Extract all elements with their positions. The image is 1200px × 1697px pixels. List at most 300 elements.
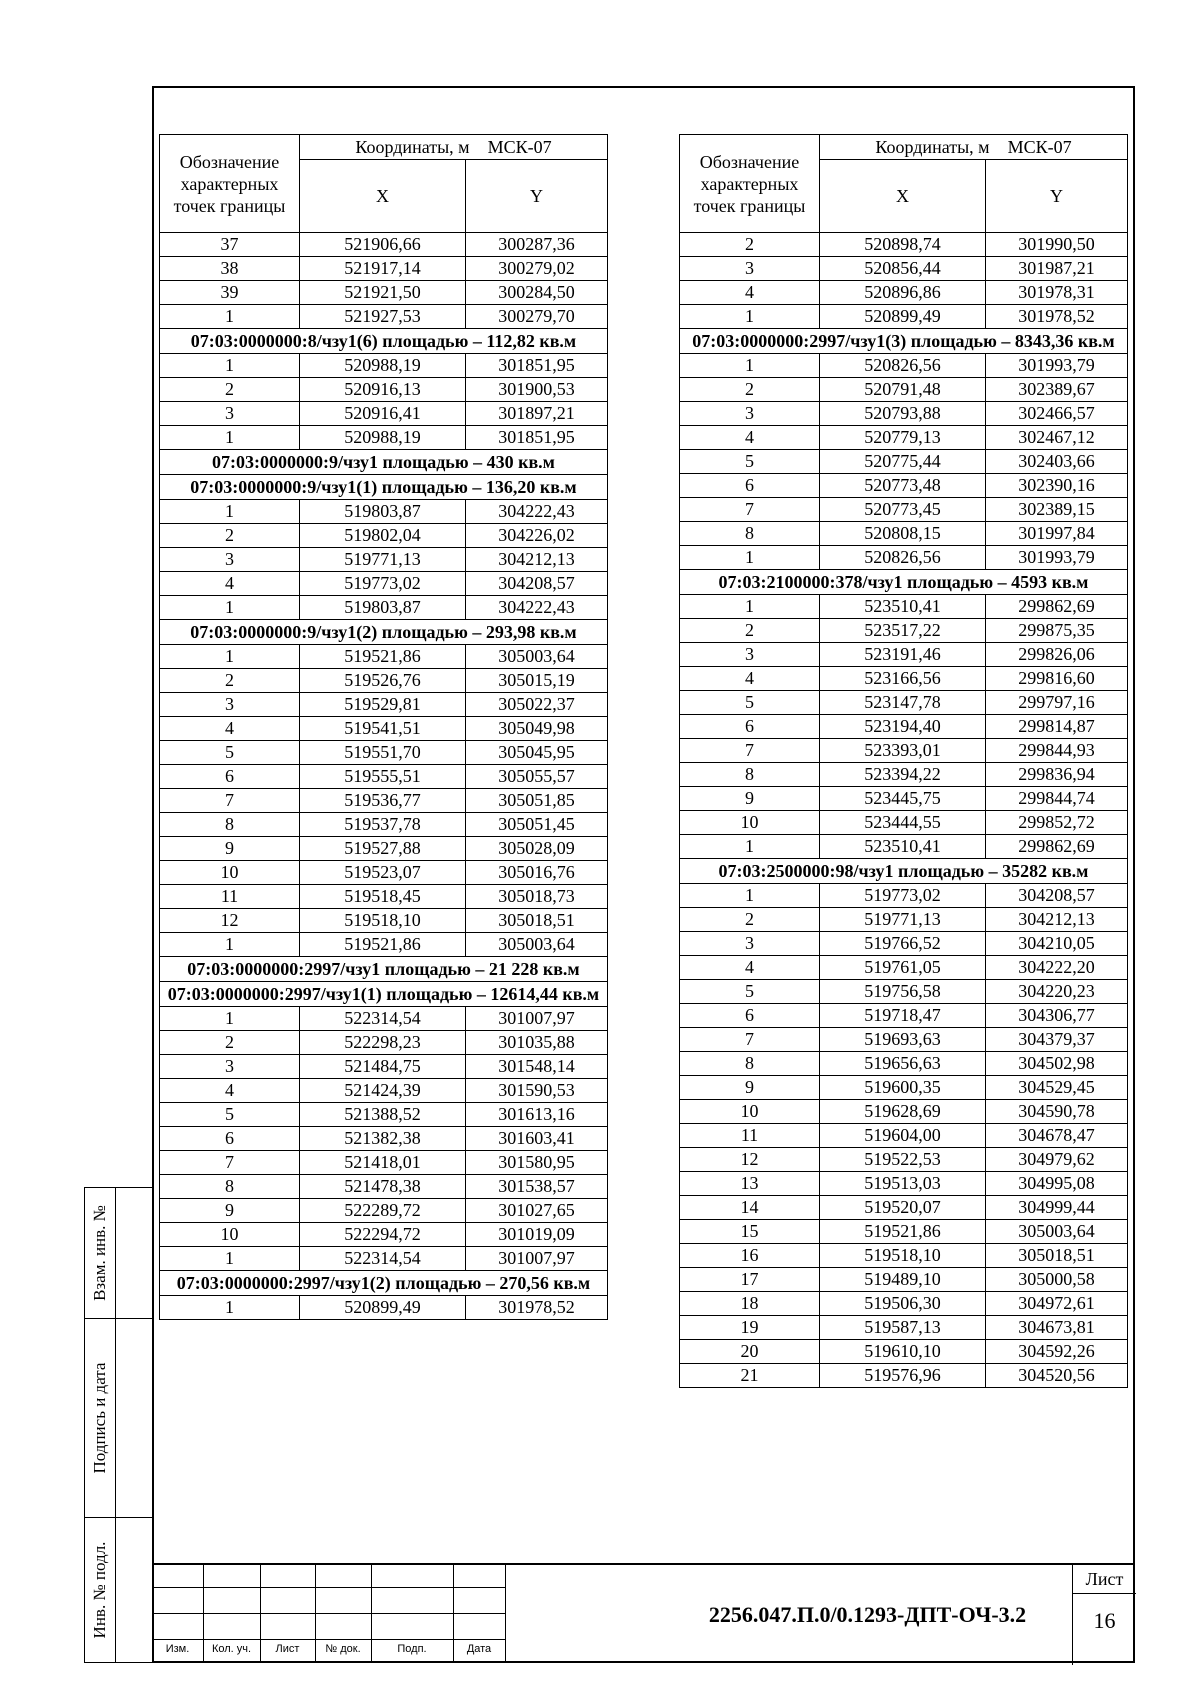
coord-x: 519522,53: [820, 1148, 986, 1172]
point-number: 4: [680, 667, 820, 691]
coord-y: 304222,20: [986, 956, 1128, 980]
coord-x: 521424,39: [300, 1079, 466, 1103]
stamp-inv-original: [84, 1518, 152, 1663]
table-row: [160, 354, 608, 378]
coord-x: 520779,13: [820, 426, 986, 450]
coord-y: 304678,47: [986, 1124, 1128, 1148]
coord-y: 301007,97: [466, 1247, 608, 1271]
coord-y: 304592,26: [986, 1340, 1128, 1364]
point-number: 9: [160, 1199, 300, 1223]
point-number: 6: [680, 474, 820, 498]
point-number: 2: [680, 378, 820, 402]
coord-x: 520775,44: [820, 450, 986, 474]
section-title: 07:03:0000000:2997/чзу1(1) площадью – 12614,44 кв.м: [160, 982, 608, 1007]
coord-y: 301978,52: [466, 1296, 608, 1320]
title-col-date: Дата: [466, 1643, 492, 1655]
table-row: [160, 837, 608, 861]
point-number: 2: [160, 669, 300, 693]
point-number: 11: [680, 1124, 820, 1148]
table-row: [680, 1028, 1128, 1052]
stamp-exchange-inv: [84, 1187, 152, 1319]
table-row: [680, 811, 1128, 835]
table-row: [680, 835, 1128, 859]
coord-x: 520898,74: [820, 233, 986, 257]
coord-y: 301900,53: [466, 378, 608, 402]
coord-x: 519756,58: [820, 980, 986, 1004]
point-number: 1: [680, 354, 820, 378]
point-number: 4: [160, 717, 300, 741]
coord-x: 520856,44: [820, 257, 986, 281]
coord-x: 520773,45: [820, 498, 986, 522]
table-row: [160, 933, 608, 957]
table-row: [160, 765, 608, 789]
table-row: [680, 1052, 1128, 1076]
coord-x: 519773,02: [820, 884, 986, 908]
coord-x: 523194,40: [820, 715, 986, 739]
section-title: 07:03:0000000:2997/чзу1 площадью – 21 228 кв.м: [160, 957, 608, 982]
coord-x: 519518,10: [300, 909, 466, 933]
table-row: [680, 1004, 1128, 1028]
table-row: [680, 1244, 1128, 1268]
point-number: 18: [680, 1292, 820, 1316]
point-number: 1: [160, 1247, 300, 1271]
header-y: Y: [466, 160, 608, 233]
table-row: [160, 669, 608, 693]
title-col-change: Изм.: [165, 1643, 190, 1655]
table-row: [680, 980, 1128, 1004]
table-row: [680, 305, 1128, 329]
table-row: [680, 763, 1128, 787]
table-row: [160, 909, 608, 933]
point-number: 3: [160, 693, 300, 717]
coord-x: 519761,05: [820, 956, 986, 980]
coord-y: 305051,85: [466, 789, 608, 813]
coord-x: 522289,72: [300, 1199, 466, 1223]
coord-x: 519536,77: [300, 789, 466, 813]
coord-x: 520793,88: [820, 402, 986, 426]
point-number: 20: [680, 1340, 820, 1364]
point-number: 4: [680, 426, 820, 450]
table-row: [680, 1220, 1128, 1244]
point-number: 10: [680, 811, 820, 835]
section-row: [680, 329, 1128, 354]
point-number: 1: [160, 426, 300, 450]
table-row: [160, 645, 608, 669]
table-row: [160, 1296, 608, 1320]
header-coords: Координаты, м МСК-07: [300, 135, 608, 160]
coord-x: 519766,52: [820, 932, 986, 956]
table-row: [680, 281, 1128, 305]
coord-x: 519718,47: [820, 1004, 986, 1028]
coord-y: 302403,66: [986, 450, 1128, 474]
coord-y: 301007,97: [466, 1007, 608, 1031]
coord-y: 299814,87: [986, 715, 1128, 739]
point-number: 7: [160, 1151, 300, 1175]
coord-x: 521418,01: [300, 1151, 466, 1175]
coord-y: 304210,05: [986, 932, 1128, 956]
point-number: 9: [680, 1076, 820, 1100]
coord-y: 302466,57: [986, 402, 1128, 426]
coord-x: 520826,56: [820, 546, 986, 570]
coord-y: 304212,13: [986, 908, 1128, 932]
title-col-doc: № док.: [325, 1643, 361, 1655]
table-row: [680, 378, 1128, 402]
coord-x: 521906,66: [300, 233, 466, 257]
coord-x: 519521,86: [300, 645, 466, 669]
document-code: 2256.047.П.0/0.1293-ДПТ-ОЧ-3.2: [708, 1602, 1027, 1627]
point-number: 15: [680, 1220, 820, 1244]
coord-y: 304222,43: [466, 596, 608, 620]
stamp-signature-date: [84, 1319, 152, 1518]
coord-y: 304999,44: [986, 1196, 1128, 1220]
coord-y: 301990,50: [986, 233, 1128, 257]
table-row: [680, 474, 1128, 498]
table-row: [680, 257, 1128, 281]
table-row: [680, 522, 1128, 546]
table-row: [160, 548, 608, 572]
section-row: [160, 620, 608, 645]
coord-y: 301548,14: [466, 1055, 608, 1079]
coord-y: 304306,77: [986, 1004, 1128, 1028]
table-row: [160, 861, 608, 885]
coord-x: 520916,13: [300, 378, 466, 402]
coord-y: 304212,13: [466, 548, 608, 572]
coord-y: 301897,21: [466, 402, 608, 426]
coord-y: 300279,70: [466, 305, 608, 329]
coord-x: 522314,54: [300, 1007, 466, 1031]
section-row: [160, 957, 608, 982]
coord-x: 519529,81: [300, 693, 466, 717]
coord-x: 519803,87: [300, 500, 466, 524]
point-number: 5: [680, 691, 820, 715]
coord-x: 519587,13: [820, 1316, 986, 1340]
point-number: 3: [680, 402, 820, 426]
point-number: 8: [680, 522, 820, 546]
table-row: [160, 693, 608, 717]
point-number: 4: [680, 956, 820, 980]
coord-y: 301987,21: [986, 257, 1128, 281]
coord-x: 519604,00: [820, 1124, 986, 1148]
table-row: [160, 741, 608, 765]
table-row: [680, 667, 1128, 691]
coord-x: 519576,96: [820, 1364, 986, 1388]
coord-y: 299875,35: [986, 619, 1128, 643]
coord-x: 521382,38: [300, 1127, 466, 1151]
coord-x: 519555,51: [300, 765, 466, 789]
coord-y: 304972,61: [986, 1292, 1128, 1316]
point-number: 9: [680, 787, 820, 811]
table-row: [160, 717, 608, 741]
coordinates-table-right: [679, 134, 1128, 1388]
table-row: [680, 739, 1128, 763]
coord-y: 305003,64: [986, 1220, 1128, 1244]
section-row: [680, 859, 1128, 884]
point-number: 1: [160, 1296, 300, 1320]
title-col-sign: Подп.: [397, 1643, 427, 1655]
coord-y: 299844,93: [986, 739, 1128, 763]
coord-x: 519803,87: [300, 596, 466, 620]
coord-x: 522314,54: [300, 1247, 466, 1271]
table-row: [680, 884, 1128, 908]
coord-x: 520916,41: [300, 402, 466, 426]
point-number: 19: [680, 1316, 820, 1340]
table-row: [160, 596, 608, 620]
coord-x: 519513,03: [820, 1172, 986, 1196]
coord-y: 299826,06: [986, 643, 1128, 667]
coord-x: 521921,50: [300, 281, 466, 305]
table-row: [680, 354, 1128, 378]
table-row: [680, 691, 1128, 715]
coord-x: 523445,75: [820, 787, 986, 811]
header-x: X: [300, 160, 466, 233]
point-number: 1: [680, 305, 820, 329]
stamp-exchange-inv-label: Взам. инв. №: [90, 1205, 109, 1301]
point-number: 11: [160, 885, 300, 909]
coord-y: 305016,76: [466, 861, 608, 885]
coord-x: 519541,51: [300, 717, 466, 741]
coord-y: 305049,98: [466, 717, 608, 741]
coord-y: 304995,08: [986, 1172, 1128, 1196]
coord-y: 304226,02: [466, 524, 608, 548]
table-row: [680, 1172, 1128, 1196]
coord-x: 519773,02: [300, 572, 466, 596]
coord-y: 304520,56: [986, 1364, 1128, 1388]
coord-y: 305018,51: [986, 1244, 1128, 1268]
coord-x: 519628,69: [820, 1100, 986, 1124]
table-row: [160, 572, 608, 596]
coord-y: 301993,79: [986, 546, 1128, 570]
table-row: [680, 619, 1128, 643]
coord-y: 301993,79: [986, 354, 1128, 378]
title-block: [152, 1563, 1135, 1663]
coord-x: 519506,30: [820, 1292, 986, 1316]
point-number: 1: [680, 884, 820, 908]
coord-y: 301027,65: [466, 1199, 608, 1223]
point-number: 6: [160, 765, 300, 789]
coord-x: 519518,45: [300, 885, 466, 909]
coord-y: 305015,19: [466, 669, 608, 693]
coord-x: 523444,55: [820, 811, 986, 835]
coord-x: 519537,78: [300, 813, 466, 837]
point-number: 13: [680, 1172, 820, 1196]
point-number: 5: [160, 741, 300, 765]
coord-y: 301580,95: [466, 1151, 608, 1175]
coord-y: 301603,41: [466, 1127, 608, 1151]
coord-y: 301851,95: [466, 426, 608, 450]
coord-y: 305028,09: [466, 837, 608, 861]
point-number: 37: [160, 233, 300, 257]
coord-y: 304208,57: [466, 572, 608, 596]
coord-x: 521917,14: [300, 257, 466, 281]
table-row: [160, 1151, 608, 1175]
table-row: [160, 1223, 608, 1247]
table-row: [160, 1079, 608, 1103]
table-row: [680, 402, 1128, 426]
table-row: [160, 305, 608, 329]
point-number: 38: [160, 257, 300, 281]
coord-y: 299852,72: [986, 811, 1128, 835]
section-title: 07:03:0000000:9/чзу1(1) площадью – 136,20 кв.м: [160, 475, 608, 500]
coord-x: 520826,56: [820, 354, 986, 378]
table-row: [160, 1007, 608, 1031]
coord-y: 301019,09: [466, 1223, 608, 1247]
coord-y: 305003,64: [466, 933, 608, 957]
point-number: 5: [160, 1103, 300, 1127]
coord-x: 522298,23: [300, 1031, 466, 1055]
point-number: 6: [160, 1127, 300, 1151]
point-number: 8: [680, 1052, 820, 1076]
coord-x: 520773,48: [820, 474, 986, 498]
coord-x: 523517,22: [820, 619, 986, 643]
coord-y: 305003,64: [466, 645, 608, 669]
coord-y: 304979,62: [986, 1148, 1128, 1172]
table-row: [160, 789, 608, 813]
table-row: [680, 450, 1128, 474]
coord-x: 519521,86: [300, 933, 466, 957]
coord-y: 302390,16: [986, 474, 1128, 498]
table-row: [680, 1196, 1128, 1220]
header-designation: Обозначение характерных точек границы: [160, 135, 300, 233]
coord-x: 520988,19: [300, 426, 466, 450]
coord-y: 301978,52: [986, 305, 1128, 329]
table-row: [160, 524, 608, 548]
sheet-number: 16: [1072, 1593, 1136, 1665]
title-col-count: Кол. уч.: [211, 1643, 252, 1655]
section-row: [160, 1271, 608, 1296]
coord-y: 304673,81: [986, 1316, 1128, 1340]
point-number: 8: [160, 1175, 300, 1199]
coord-y: 304529,45: [986, 1076, 1128, 1100]
coord-x: 523166,56: [820, 667, 986, 691]
title-col-sheet: Лист: [275, 1643, 300, 1655]
table-row: [680, 1340, 1128, 1364]
table-row: [160, 402, 608, 426]
coord-y: 305055,57: [466, 765, 608, 789]
section-title: 07:03:0000000:2997/чзу1(3) площадью – 8343,36 кв.м: [680, 329, 1128, 354]
table-row: [160, 813, 608, 837]
coord-x: 523191,46: [820, 643, 986, 667]
coord-x: 519489,10: [820, 1268, 986, 1292]
coord-x: 519610,10: [820, 1340, 986, 1364]
table-row: [160, 233, 608, 257]
point-number: 3: [680, 932, 820, 956]
point-number: 1: [680, 546, 820, 570]
coord-x: 519771,13: [820, 908, 986, 932]
coord-y: 299816,60: [986, 667, 1128, 691]
point-number: 2: [680, 908, 820, 932]
coord-y: 300279,02: [466, 257, 608, 281]
coord-x: 519600,35: [820, 1076, 986, 1100]
section-title: 07:03:0000000:9/чзу1 площадью – 430 кв.м: [160, 450, 608, 475]
section-row: [160, 329, 608, 354]
coord-y: 299836,94: [986, 763, 1128, 787]
coord-y: 301997,84: [986, 522, 1128, 546]
coord-y: 301538,57: [466, 1175, 608, 1199]
table-row: [160, 378, 608, 402]
table-row: [160, 500, 608, 524]
section-row: [160, 982, 608, 1007]
table-row: [160, 1031, 608, 1055]
coord-x: 521478,38: [300, 1175, 466, 1199]
coord-x: 519693,63: [820, 1028, 986, 1052]
coord-x: 523510,41: [820, 835, 986, 859]
coordinates-table-left: [159, 134, 608, 1320]
coord-y: 305045,95: [466, 741, 608, 765]
point-number: 3: [160, 1055, 300, 1079]
section-row: [160, 450, 608, 475]
section-row: [680, 570, 1128, 595]
point-number: 2: [160, 378, 300, 402]
point-number: 8: [680, 763, 820, 787]
header-coords: Координаты, м МСК-07: [820, 135, 1128, 160]
point-number: 10: [160, 861, 300, 885]
coord-y: 302389,15: [986, 498, 1128, 522]
point-number: 3: [680, 643, 820, 667]
point-number: 8: [160, 813, 300, 837]
table-row: [680, 956, 1128, 980]
coord-x: 521927,53: [300, 305, 466, 329]
coord-y: 299844,74: [986, 787, 1128, 811]
coord-y: 305051,45: [466, 813, 608, 837]
section-title: 07:03:0000000:2997/чзу1(2) площадью – 270,56 кв.м: [160, 1271, 608, 1296]
coord-y: 301613,16: [466, 1103, 608, 1127]
table-row: [160, 257, 608, 281]
stamp-signature-date-label: Подпись и дата: [90, 1362, 109, 1474]
point-number: 1: [160, 596, 300, 620]
point-number: 1: [160, 1007, 300, 1031]
point-number: 7: [680, 739, 820, 763]
coord-y: 305018,73: [466, 885, 608, 909]
coord-x: 520808,15: [820, 522, 986, 546]
coord-x: 523394,22: [820, 763, 986, 787]
table-row: [680, 1364, 1128, 1388]
coord-x: 519656,63: [820, 1052, 986, 1076]
point-number: 39: [160, 281, 300, 305]
point-number: 2: [680, 619, 820, 643]
point-number: 3: [160, 548, 300, 572]
point-number: 3: [680, 257, 820, 281]
table-row: [160, 885, 608, 909]
coord-x: 520899,49: [820, 305, 986, 329]
point-number: 1: [160, 645, 300, 669]
table-row: [680, 715, 1128, 739]
coord-y: 301978,31: [986, 281, 1128, 305]
table-row: [680, 1100, 1128, 1124]
table-row: [680, 1292, 1128, 1316]
coord-x: 521484,75: [300, 1055, 466, 1079]
point-number: 3: [160, 402, 300, 426]
table-row: [680, 595, 1128, 619]
point-number: 12: [160, 909, 300, 933]
table-row: [680, 546, 1128, 570]
point-number: 1: [160, 933, 300, 957]
table-row: [680, 426, 1128, 450]
table-row: [680, 1124, 1128, 1148]
coord-y: 305022,37: [466, 693, 608, 717]
coord-x: 523510,41: [820, 595, 986, 619]
table-row: [680, 1076, 1128, 1100]
coord-y: 301851,95: [466, 354, 608, 378]
table-row: [160, 1103, 608, 1127]
coord-x: 520791,48: [820, 378, 986, 402]
stamp-inv-original-label: Инв. № подл.: [90, 1541, 109, 1639]
point-number: 1: [160, 500, 300, 524]
point-number: 10: [160, 1223, 300, 1247]
point-number: 17: [680, 1268, 820, 1292]
coord-y: 304502,98: [986, 1052, 1128, 1076]
point-number: 2: [160, 524, 300, 548]
point-number: 10: [680, 1100, 820, 1124]
